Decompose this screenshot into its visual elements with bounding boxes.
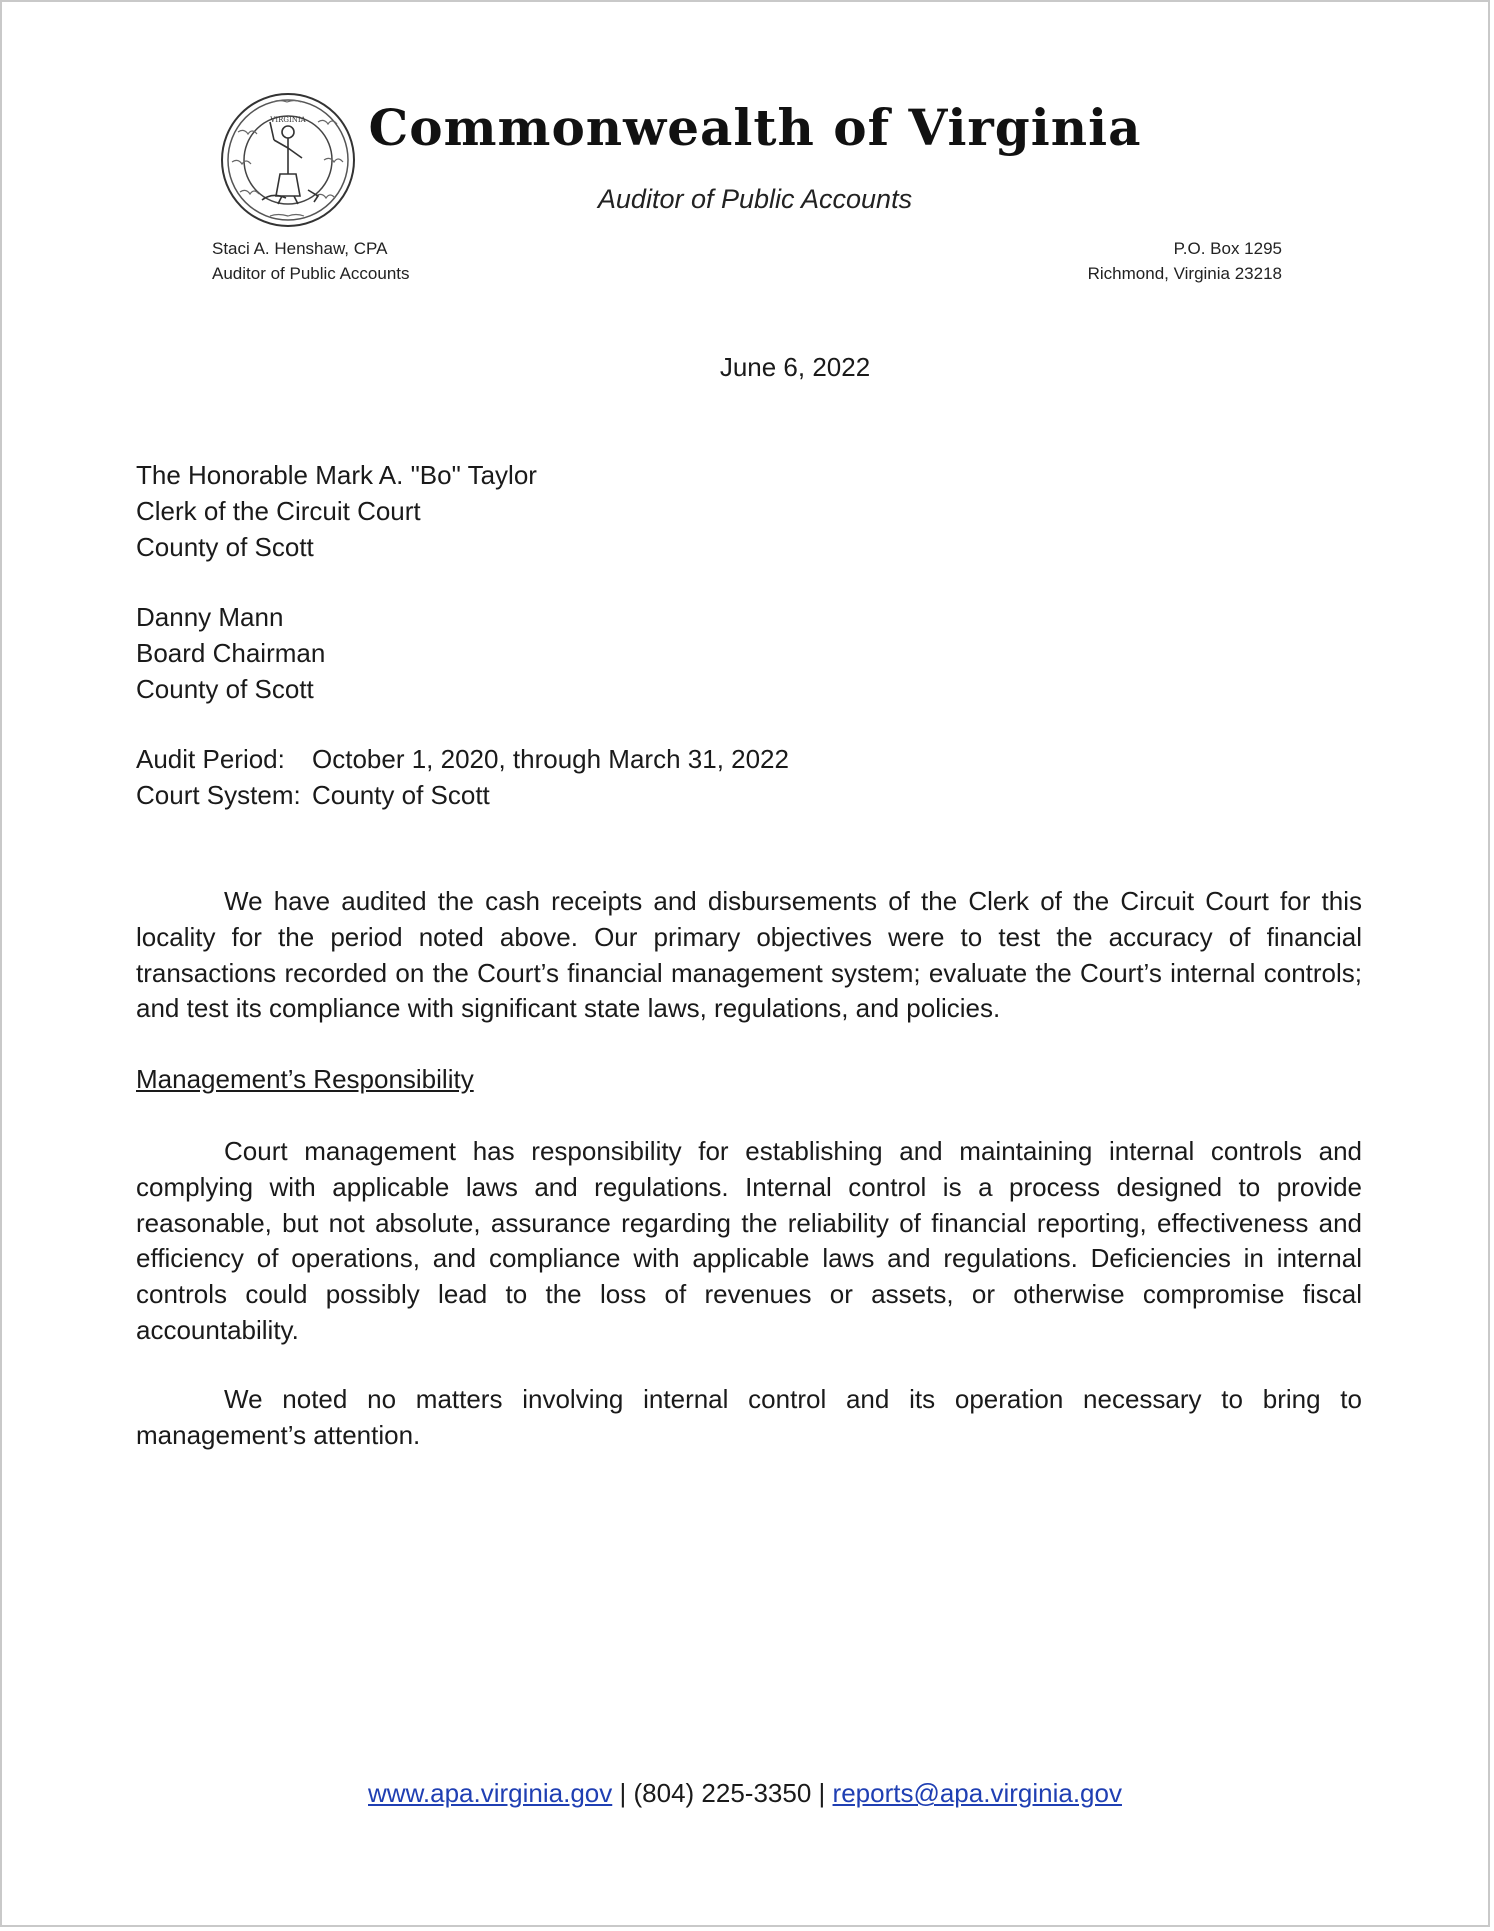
- recipient-locality: County of Scott: [136, 673, 314, 704]
- phone-number: (804) 225-3350: [633, 1778, 812, 1808]
- letterhead-subtitle: Auditor of Public Accounts: [597, 184, 913, 214]
- mailing-address: [1088, 236, 1282, 286]
- recipient-block: [136, 600, 1362, 707]
- body-paragraph-responsibility: Court management has responsibility for establishing and maintaining internal controls and complying with applicable laws and regulations. Internal control is a process designed to provide reasonable, but not absolute, assurance regarding the reliability of financial reporting, effectiveness and efficiency of operations, and compliance with applicable laws and regulations. Deficiencies in internal controls could possibly lead to the loss of revenues or assets, or otherwise compromise fiscal accountability.: [136, 1136, 1362, 1345]
- address-line-2: Richmond, Virginia 23218: [1087, 264, 1282, 283]
- court-system-row: [136, 778, 1362, 814]
- section-heading: Management’s Responsibility: [136, 1064, 474, 1094]
- recipient-locality: County of Scott: [136, 531, 314, 562]
- sender-name: Staci A. Henshaw, CPA: [212, 239, 388, 258]
- recipient-title: Board Chairman: [136, 637, 326, 668]
- court-system-value: County of Scott: [312, 779, 490, 810]
- letter-date: June 6, 2022: [719, 352, 871, 382]
- body-paragraph-conclusion: We noted no matters involving internal control and its operation necessary to bring to management’s attention.: [136, 1384, 1362, 1450]
- audit-period-row: [136, 742, 1362, 778]
- address-line-1: P.O. Box 1295: [1173, 239, 1282, 258]
- svg-text:VIRGINIA: VIRGINIA: [270, 116, 306, 124]
- body-paragraph-objectives: We have audited the cash receipts and disbursements of the Clerk of the Circuit Court for this locality for the period noted above. Our primary objectives were to test the accuracy of financial transactions recorded on the Court’s financial management system; evaluate the Court’s internal controls; and test its compliance with significant state laws, regulations, and policies.: [136, 886, 1362, 1024]
- recipient-name: The Honorable Mark A. "Bo" Taylor: [136, 460, 537, 490]
- sender-block: [212, 236, 410, 286]
- website-link[interactable]: www.apa.virginia.gov: [368, 1778, 613, 1808]
- audit-info: [136, 742, 1362, 814]
- letterhead-title: Commonwealth of Virginia: [368, 98, 1142, 157]
- recipient-block: [136, 458, 1362, 565]
- sender-title: Auditor of Public Accounts: [212, 264, 410, 283]
- audit-period-value: October 1, 2020, through March 31, 2022: [312, 744, 789, 774]
- footer-separator: |: [619, 1778, 627, 1808]
- recipient-title: Clerk of the Circuit Court: [136, 495, 421, 526]
- court-system-label: Court System:: [136, 779, 301, 810]
- email-link[interactable]: reports@apa.virginia.gov: [832, 1778, 1122, 1808]
- audit-period-label: Audit Period:: [136, 744, 285, 774]
- footer-separator: |: [818, 1778, 826, 1808]
- recipient-name: Danny Mann: [136, 602, 284, 632]
- footer: [2, 1778, 1488, 1809]
